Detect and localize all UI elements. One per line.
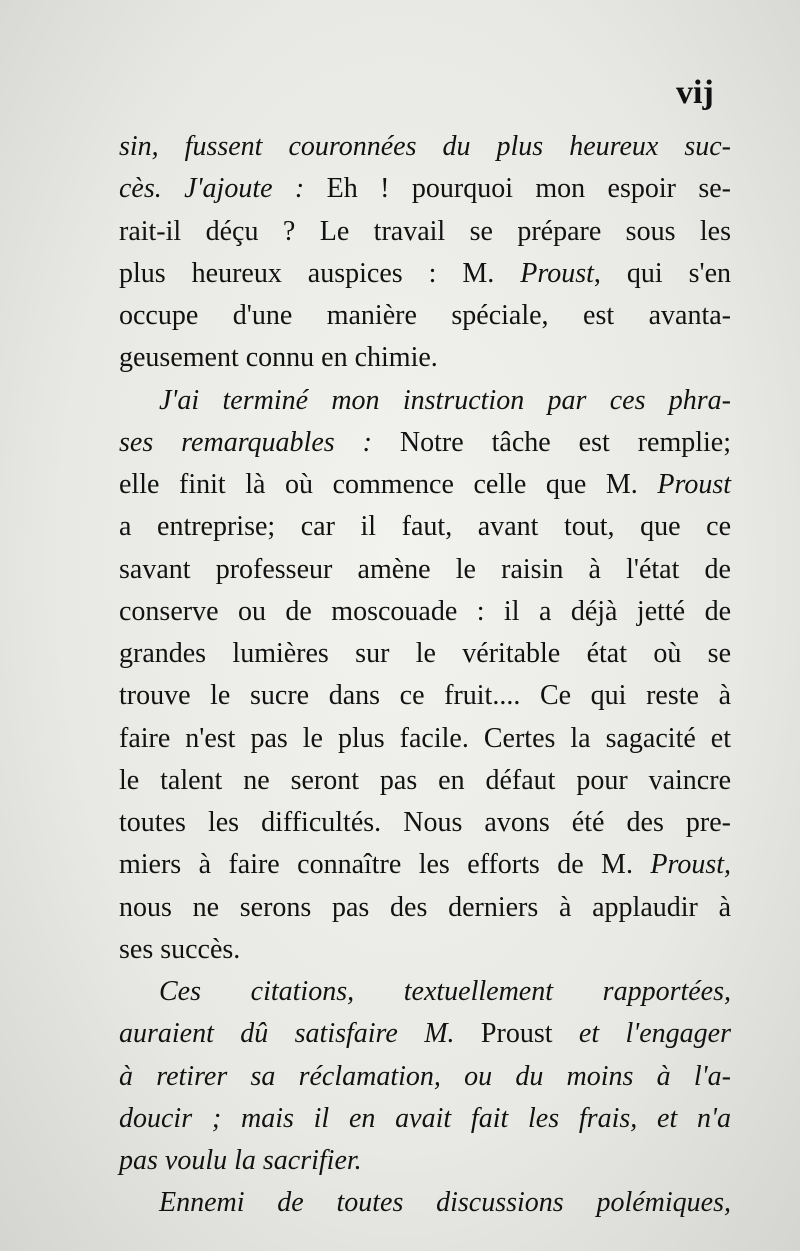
body-text: [119, 126, 731, 1225]
roman-text: toutes les difficultés. Nous avons été des pre-: [119, 807, 731, 838]
roman-text: Notre tâche est remplie;: [371, 426, 731, 458]
roman-text: plus heureux auspices : M.: [119, 257, 521, 289]
text-line: [119, 422, 731, 464]
text-line: [119, 211, 731, 253]
italic-text: Proust: [520, 257, 594, 289]
roman-text: occupe d'une manière spéciale, est avanta-: [119, 300, 731, 331]
text-line: [119, 718, 731, 760]
roman-text: nous ne serons pas des derniers à applaudir à: [119, 891, 731, 923]
text-line: [119, 549, 731, 591]
text-line: [119, 1140, 731, 1182]
roman-text: elle finit là où commence celle que M.: [119, 469, 658, 500]
roman-text: conserve ou de moscouade : il a déjà jetté de: [119, 595, 731, 627]
text-line: [119, 1182, 731, 1224]
text-line: [119, 844, 731, 886]
text-line: [119, 1098, 731, 1140]
text-line: [119, 253, 731, 295]
roman-text: , qui s'en: [593, 257, 732, 289]
roman-text: miers à faire connaître les efforts de M.: [119, 849, 651, 881]
text-line: [119, 295, 731, 337]
text-line: [119, 675, 731, 717]
text-line: [119, 591, 731, 633]
text-line: [119, 802, 731, 844]
roman-text: ses succès.: [119, 933, 241, 965]
roman-text: Proust: [454, 1018, 579, 1050]
text-line: [119, 168, 731, 210]
roman-text: trouve le sucre dans ce fruit.... Ce qui reste à: [119, 680, 731, 712]
italic-text: J'ai terminé mon instruction par ces phra-: [159, 384, 731, 416]
roman-text: rait-il déçu ? Le travail se prépare sous les: [119, 215, 731, 247]
roman-text: le talent ne seront pas en défaut pour vaincre: [119, 764, 731, 796]
italic-text: à retirer sa réclamation, ou du moins à l'a-: [119, 1060, 731, 1092]
italic-text: doucir ; mais il en avait fait les frais, et n'a: [119, 1102, 731, 1134]
italic-text: cès. J'ajoute :: [119, 173, 305, 205]
text-line: [119, 760, 731, 802]
roman-text: faire n'est pas le plus facile. Certes la sagacité et: [119, 722, 731, 754]
italic-text: et l'engager: [578, 1018, 731, 1050]
italic-text: auraient dû satisfaire M.: [119, 1018, 455, 1050]
page-number: vij: [676, 74, 714, 111]
text-line: [119, 464, 731, 506]
roman-text: Eh ! pourquoi mon espoir se-: [304, 173, 731, 205]
roman-text: a entreprise; car il faut, avant tout, que ce: [119, 511, 731, 543]
text-line: [119, 971, 731, 1013]
text-line: [119, 1013, 731, 1055]
text-line: [119, 929, 731, 971]
text-line: [119, 887, 731, 929]
italic-text: ses remarquables :: [119, 426, 372, 458]
roman-text: geusement connu en chimie.: [119, 342, 438, 374]
italic-text: pas voulu la sacrifier.: [119, 1145, 362, 1176]
italic-text: Ennemi de toutes discussions polémiques,: [159, 1187, 731, 1219]
roman-text: grandes lumières sur le véritable état où se: [119, 638, 731, 669]
text-line: [119, 380, 731, 422]
text-line: [119, 126, 731, 168]
italic-text: Ces citations, textuellement rapportées,: [159, 976, 731, 1007]
roman-text: savant professeur amène le raisin à l'état de: [119, 553, 731, 585]
text-line: [119, 633, 731, 675]
italic-text: Proust,: [650, 849, 731, 881]
italic-text: sin, fussent couronnées du plus heureux suc-: [119, 131, 731, 162]
text-line: [119, 506, 731, 548]
text-line: [119, 337, 731, 379]
italic-text: Proust: [657, 469, 731, 500]
text-line: [119, 1056, 731, 1098]
